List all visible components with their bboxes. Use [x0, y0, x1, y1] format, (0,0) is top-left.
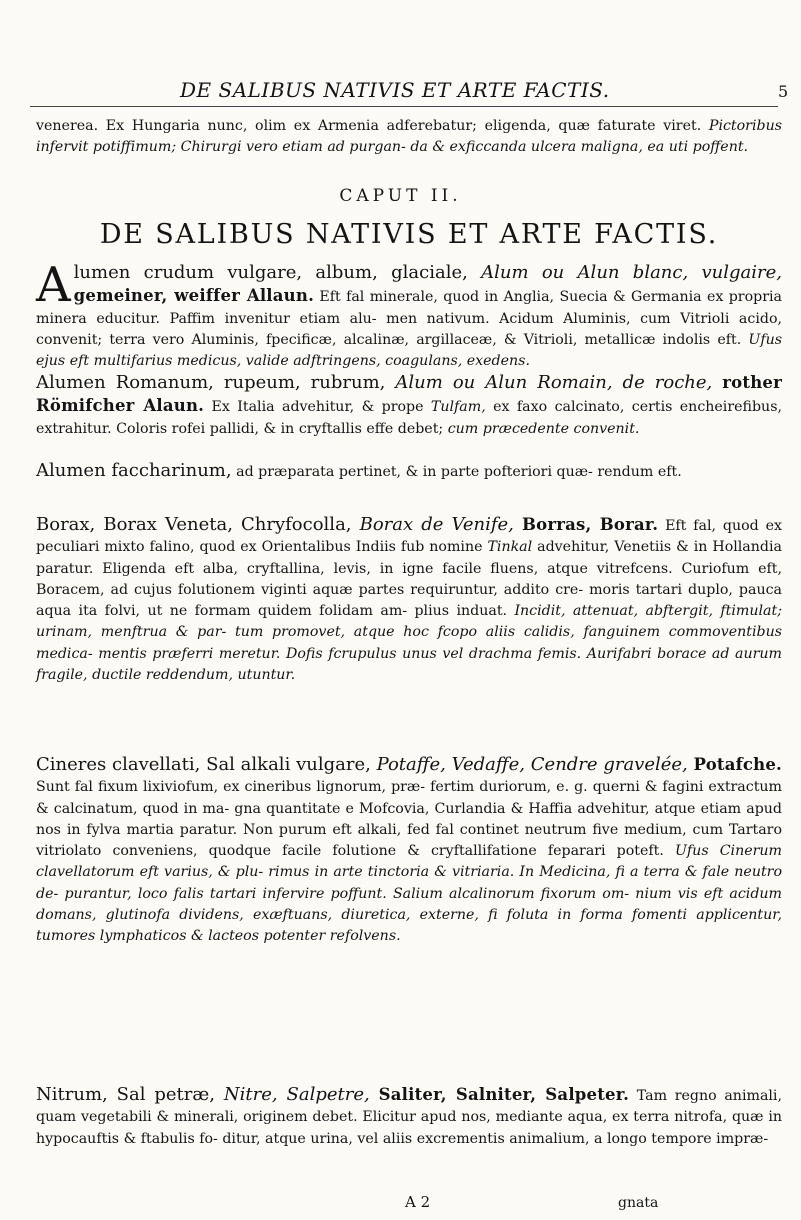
- entry-head: Alumen Romanum, rupeum, rubrum,: [36, 372, 396, 393]
- chapter-number: CAPUT II.: [339, 186, 462, 206]
- entry-usus: Ufus Cinerum clavellatorum eft varius, & plu- rimus in arte tinctoria & vitriaria. In Medicina, fi a terra & fale neutro de- purantur, loco falis tartari infervire poffunt. Salium alcalinorum fixorum om- nium vis eft acidum domans, glutinofa dividens, exæftuans, diuretica, externe, fi foluta in forma fomenti applicentur, tumores lymphaticos & lacteos potenter refolvens.: [36, 843, 782, 945]
- entry-head: Borax, Borax Veneta, Chryfocolla,: [36, 514, 360, 535]
- intro-text: venerea. Ex Hungaria nunc, olim ex Armenia adferebatur; eligenda, quæ faturate viret.: [36, 118, 709, 134]
- entry-vernacular: Borax de Venife,: [359, 514, 522, 535]
- drop-cap: A: [36, 257, 71, 313]
- entry-body: Eft fal minerale, quod in Anglia, Suecia & Germania ex propria minera educitur. Paffim invenitur etiam alu- men nativum. Acidum Aluminis, cum Vitrioli acido, convenit; terra vero Aluminis, fpecificæ, alcalinæ, argillaceæ, & Vitrioli, metallicæ indolis eft.: [36, 289, 782, 348]
- entry-tinkal: Tinkal: [487, 539, 533, 556]
- entry-usus: Ufus ejus eft multifarius medicus, valide adftringens, coagulans, exedens.: [36, 331, 782, 370]
- entry-german: Borras, Borar.: [521, 515, 659, 534]
- entry-german: rother Römifcher Alaun.: [36, 373, 782, 416]
- entry-body: Eft fal, quod ex peculiari mixto falino, quod ex Orientalibus Indiis fub nomine: [36, 518, 782, 556]
- entry-borax: [36, 514, 782, 686]
- entry-vernacular: Alum ou Alun blanc, vulgaire,: [481, 262, 782, 283]
- intro-usus: Pictoribus infervit potiffimum; Chirurgi vero etiam ad purgan- da & exficcanda ulcera maligna, ea uti poffent.: [36, 118, 782, 156]
- entry-body: ad præparata pertinet, & in parte pofteriori quæ- rendum eft.: [231, 464, 682, 480]
- entry-body: Tam regno animali, quam vegetabili & minerali, originem debet. Elicitur apud nos, mediante aqua, ex terra nitrofa, quæ in hypocauftis & ftabulis fo- ditur, atque urina, vel aliis excrementis animalium, a longo tempore impræ-: [36, 1088, 782, 1147]
- entry-head: lumen crudum vulgare, album, glaciale,: [73, 262, 482, 283]
- entry-german: gemeiner, weiffer Allaun.: [73, 286, 315, 306]
- entry-usus: Incidit, attenuat, abftergit, ftimulat; urinam, menftrua & par- tum promovet, atque hoc fcopo aliis calidis, fanguinem commoventibus medica- mentis præferri meretur. Dofis fcrupulus unus vel drachma femis. Aurifabri borace ad aurum fragile, ductile reddendum, utuntur.: [36, 603, 782, 684]
- entry-usus: cum præcedente convenit.: [447, 420, 640, 437]
- entry-alumen-romanum: [36, 372, 782, 440]
- entry-vernacular: Potaffe, Vedaffe, Cendre gravelée,: [376, 754, 694, 775]
- entry-alumen-saccharinum: [36, 460, 782, 483]
- entry-head: Alumen faccharinum,: [36, 460, 232, 481]
- running-head: DE SALIBUS NATIVIS ET ARTE FACTIS.: [180, 78, 610, 102]
- entry-alumen: [36, 257, 782, 372]
- signature-mark: A 2: [405, 1193, 431, 1211]
- entry-head: Cineres clavellati, Sal alkali vulgare,: [36, 754, 377, 775]
- entry-body: Ex Italia advehitur, & prope: [204, 399, 431, 416]
- entry-body-2: ex faxo calcinato, certis encheirefibus, extrahitur. Coloris rofei pallidi, & in cryftallis effe debet;: [36, 399, 782, 437]
- header-rule: [30, 106, 778, 107]
- entry-vernacular: Nitre, Salpetre,: [223, 1084, 379, 1105]
- entry-german: Potafche.: [693, 755, 782, 774]
- chapter-title: DE SALIBUS NATIVIS ET ARTE FACTIS.: [99, 219, 719, 250]
- entry-nitrum: [36, 1084, 782, 1150]
- entry-body-2: advehitur, Venetiis & in Hollandia paratur. Eligenda eft alba, cryftallina, levis, in igne facile fluens, atque vitrefcens. Curiofum eft, Boracem, ad cujus folutionem viginti aquæ partes requiruntur, addito cre- moris tartari duplo, pauca aqua ita folvi, ut ne formam quidem folidam am- plius induat.: [36, 539, 782, 620]
- entry-german: Saliter, Salniter, Salpeter.: [378, 1085, 630, 1104]
- entry-cineres: [36, 754, 782, 948]
- entry-body: Sunt fal fixum lixiviofum, ex cineribus lignorum, præ- fertim duriorum, e. g. querni & fagini extractum & calcinatum, quod in ma- gna quantitate e Mofcovia, Curlandia & Haffia advehitur, atque etiam apud nos in fylva martia paratur. Non purum eft alkali, fed fal continet neutrum five medium, cum Tartaro vitriolato conveniens, quodque facile folutione & cryftallifatione feparari poteft.: [36, 779, 782, 860]
- entry-place: Tulfam,: [430, 399, 486, 416]
- intro-paragraph: [36, 116, 782, 159]
- page-number: 5: [778, 82, 789, 101]
- catchword: gnata: [618, 1195, 659, 1211]
- entry-vernacular: Alum ou Alun Romain, de roche,: [395, 372, 723, 393]
- entry-head: Nitrum, Sal petræ,: [36, 1084, 224, 1105]
